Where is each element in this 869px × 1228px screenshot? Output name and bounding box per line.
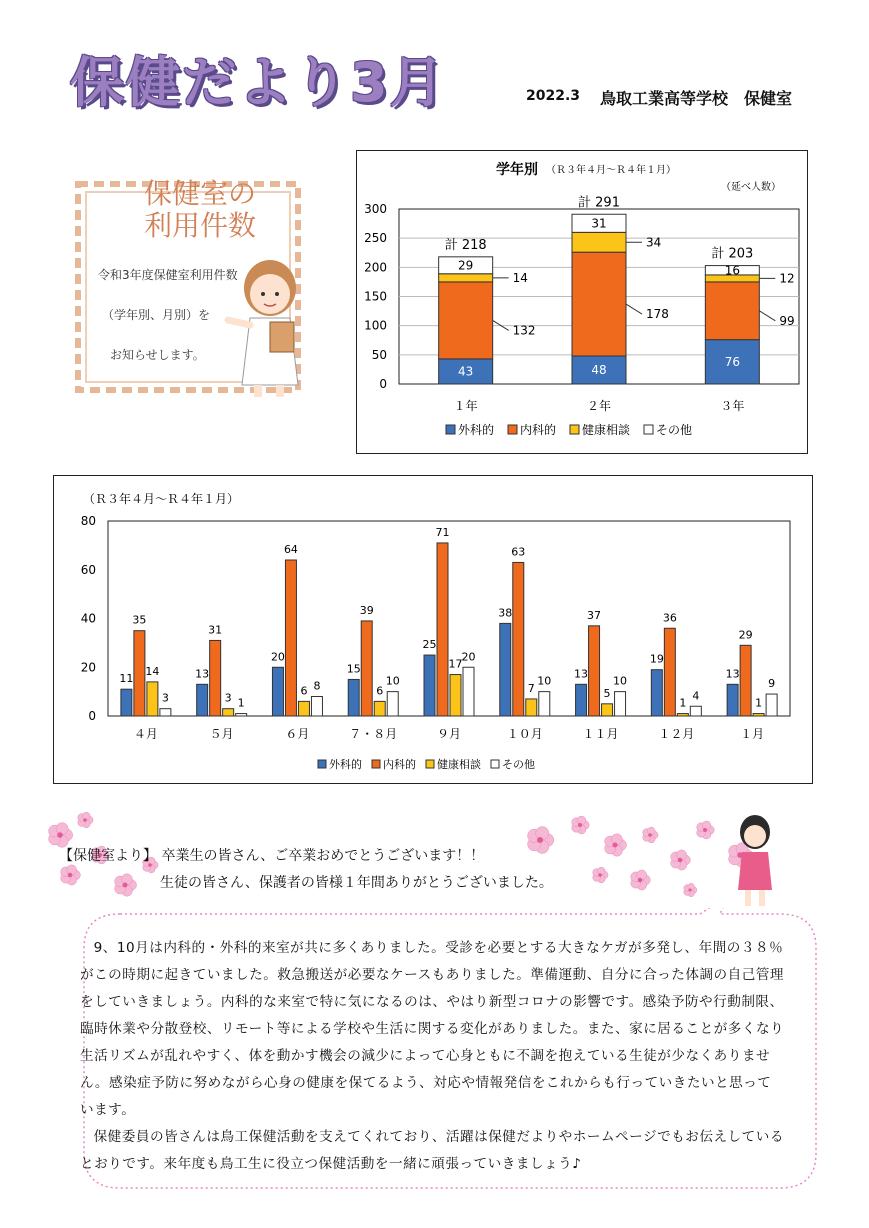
monthly-value-label: 1	[679, 696, 687, 710]
monthly-value-label: 13	[725, 667, 740, 681]
grade-chart	[356, 150, 808, 454]
monthly-legend-swatch	[426, 760, 434, 768]
grade-ytick-label: 150	[364, 289, 387, 304]
monthly-legend-label: 内科的	[383, 758, 416, 771]
sakura-flower	[78, 812, 93, 828]
body-paragraph-2: 保健委員の皆さんは鳥工保健活動を支えてくれており、活躍は保健だよりやホームページでもお伝えしているとおりです。来年度も鳥工生に役立つ保健活動を一緒に頑張っていきましょう♪	[80, 1129, 784, 1172]
grade-leader-line	[759, 311, 775, 321]
monthly-legend-label: その他	[502, 758, 535, 771]
monthly-bar-5-x	[450, 675, 461, 716]
monthly-legend-swatch	[318, 760, 326, 768]
grade-legend-label: 健康相談	[582, 423, 631, 437]
monthly-bar-8-x	[664, 628, 675, 716]
monthly-bar-3-x	[272, 667, 283, 716]
grade-value-label: 29	[458, 258, 474, 273]
monthly-value-label: 15	[346, 662, 361, 676]
monthly-legend-swatch	[491, 760, 499, 768]
monthly-legend-label: 健康相談	[437, 758, 481, 771]
school-name: 鳥取工業高等学校 保健室	[600, 89, 793, 108]
monthly-value-label: 3	[161, 691, 169, 705]
monthly-bar-5-x	[463, 667, 474, 716]
monthly-value-label: 37	[587, 608, 602, 622]
monthly-value-label: 1	[237, 696, 245, 710]
monthly-bar-5-x	[424, 655, 435, 716]
monthly-chart-subtitle: （Ｒ３年４月～Ｒ４年１月）	[83, 492, 240, 506]
sakura-flower	[528, 827, 554, 854]
grade-ytick-label: 200	[364, 260, 387, 275]
grade-legend-swatch	[446, 425, 455, 434]
sakura-flower	[49, 823, 73, 848]
grade-chart-unit-note: （延べ人数）	[721, 182, 781, 193]
monthly-bar-1-x	[134, 631, 145, 716]
monthly-category-label: １月	[740, 727, 765, 741]
monthly-bar-9-x	[753, 714, 764, 716]
sakura-flower	[593, 867, 608, 883]
monthly-bar-1-x	[121, 689, 132, 716]
monthly-bar-4-x	[361, 621, 372, 716]
grade-value-label: 31	[591, 216, 607, 231]
grade-ytick-label: 300	[364, 202, 387, 216]
monthly-value-label: 1	[755, 696, 763, 710]
monthly-value-label: 3	[224, 691, 232, 705]
grade-leader-line	[626, 304, 642, 314]
monthly-value-label: 13	[195, 667, 210, 681]
monthly-value-label: 20	[461, 650, 476, 664]
monthly-category-label: １２月	[658, 727, 695, 741]
grade-ytick-label: 250	[364, 231, 387, 246]
grade-bar-1-x	[439, 282, 493, 359]
monthly-value-label: 14	[145, 664, 160, 678]
info-box-heading	[100, 178, 300, 242]
grade-total-label: 計 291	[578, 195, 620, 211]
grade-value-label: 99	[779, 313, 795, 328]
grade-total-label: 計 203	[711, 246, 754, 262]
monthly-value-label: 10	[385, 674, 400, 688]
monthly-bar-3-x	[298, 701, 309, 716]
monthly-bar-9-x	[740, 645, 751, 716]
monthly-category-label: ４月	[133, 727, 158, 741]
sakura-flower	[61, 865, 81, 885]
grade-bar-2-x	[572, 252, 626, 356]
grade-value-label: 48	[591, 363, 607, 377]
monthly-legend-label: 外科的	[329, 758, 362, 771]
grade-value-label: 12	[779, 271, 795, 286]
sakura-flower	[572, 816, 589, 834]
monthly-value-label: 11	[119, 672, 134, 686]
monthly-bar-2-x	[223, 709, 234, 716]
monthly-bar-4-x	[387, 692, 398, 716]
girl-illustration	[730, 812, 780, 910]
grade-bar-3-x	[705, 282, 759, 340]
info-heading-line1: 保健室の	[143, 177, 256, 210]
grade-value-label: 43	[458, 364, 474, 379]
monthly-bar-4-x	[348, 679, 359, 716]
grade-category-label: ３年	[720, 399, 745, 413]
monthly-category-label: ６月	[285, 727, 310, 741]
monthly-bar-3-x	[311, 697, 322, 717]
monthly-bar-1-x	[147, 682, 158, 716]
newsletter-title: 保健だより3月	[70, 51, 446, 114]
info-heading-line2: 利用件数	[143, 209, 256, 242]
grade-bar-1-x	[439, 274, 493, 282]
monthly-value-label: 9	[768, 677, 776, 691]
sakura-flower	[631, 870, 651, 890]
info-line-2: （学年別、月別）を	[102, 308, 211, 322]
monthly-category-label: ９月	[436, 727, 462, 741]
sakura-flower	[684, 883, 697, 896]
grade-total-label: 計 218	[444, 237, 487, 253]
grade-legend-label: 外科的	[458, 423, 495, 437]
grade-legend-swatch	[644, 425, 653, 434]
monthly-value-label: 63	[511, 545, 526, 559]
monthly-category-label: ７・８月	[349, 727, 398, 741]
monthly-bar-7-x	[602, 704, 613, 716]
monthly-bar-1-x	[160, 709, 171, 716]
monthly-chart	[53, 475, 813, 784]
sakura-flower	[643, 827, 658, 843]
monthly-value-label: 64	[283, 543, 298, 556]
monthly-value-label: 20	[270, 650, 285, 664]
monthly-ytick-label: 0	[88, 709, 96, 723]
monthly-bar-2-x	[197, 684, 208, 716]
monthly-category-label: １１月	[582, 727, 619, 741]
grade-legend-swatch	[508, 425, 517, 434]
monthly-ytick-label: 80	[80, 514, 96, 528]
grade-ytick-label: 0	[379, 377, 387, 391]
monthly-bar-3-x	[285, 560, 296, 716]
monthly-bar-8-x	[677, 714, 688, 716]
grade-chart-title: 学年別	[496, 162, 538, 178]
grade-value-label: 34	[646, 235, 662, 250]
grade-legend-label: その他	[656, 423, 693, 437]
monthly-ytick-label: 60	[80, 562, 96, 577]
monthly-value-label: 36	[662, 611, 677, 625]
nurse-illustration	[220, 250, 310, 400]
grade-chart-subtitle: （Ｒ３年４月～Ｒ４年１月）	[546, 165, 676, 176]
monthly-value-label: 13	[574, 667, 589, 681]
monthly-bar-6-x	[513, 562, 524, 716]
grade-legend-swatch	[570, 425, 579, 434]
monthly-bar-6-x	[526, 699, 537, 716]
monthly-bar-8-x	[651, 670, 662, 716]
grade-bar-2-x	[572, 232, 626, 252]
monthly-legend-swatch	[372, 760, 380, 768]
monthly-bar-8-x	[690, 706, 701, 716]
monthly-value-label: 25	[422, 638, 437, 652]
monthly-value-label: 31	[208, 623, 223, 637]
monthly-ytick-label: 40	[80, 611, 96, 626]
grade-value-label: 16	[724, 263, 740, 278]
monthly-value-label: 6	[376, 684, 384, 698]
monthly-value-label: 7	[527, 681, 535, 695]
monthly-value-label: 5	[603, 686, 611, 700]
monthly-value-label: 10	[613, 674, 628, 688]
monthly-value-label: 71	[435, 525, 450, 539]
monthly-bar-6-x	[500, 623, 511, 716]
message-line-1: 【保健室より】 卒業生の皆さん、ご卒業おめでとうございます！！	[59, 848, 485, 864]
monthly-value-label: 29	[738, 628, 753, 642]
grade-category-label: ２年	[586, 399, 612, 413]
monthly-value-label: 8	[313, 679, 321, 693]
monthly-value-label: 39	[359, 603, 374, 617]
monthly-bar-5-x	[437, 543, 448, 716]
monthly-bar-7-x	[589, 626, 600, 716]
monthly-value-label: 35	[132, 613, 147, 627]
monthly-category-label: １０月	[506, 727, 543, 741]
issue-date: 2022.3	[526, 88, 581, 104]
grade-value-label: 76	[724, 354, 740, 369]
monthly-value-label: 38	[498, 606, 513, 620]
monthly-bar-4-x	[374, 701, 385, 716]
monthly-category-label: ５月	[209, 727, 234, 741]
grade-ytick-label: 100	[364, 318, 387, 333]
sakura-flower	[115, 874, 137, 896]
monthly-value-label: 6	[300, 684, 308, 698]
monthly-bar-7-x	[615, 692, 626, 716]
body-paragraph-1: 9、10月は内科的・外科的来室が共に多くありました。受診を必要とする大きなケガが多発し、年間の３８％がこの時期に起きていました。救急搬送が必要なケースもありました。準備運動、自分に合った体調の自己管理をしていきましょう。内科的な来室で特に気になるのは、やはり新型コロナの影響です。感染予防や行動制限、臨時休業や分散登校、リモート等による学校や生活に関する変化がありました。また、家に居ることが多くなり生活リズムが乱れやすく、体を動かす機会の減少によって心身ともに不調を抱えている生徒が少なくありません。感染症予防に努めながら心身の健康を保てるよう、対応や情報発信をこれからも行っていきたいと思っています。	[80, 940, 785, 1118]
monthly-value-label: 17	[448, 657, 463, 671]
grade-value-label: 14	[512, 270, 528, 285]
monthly-value-label: 19	[649, 652, 664, 666]
body-text	[80, 935, 785, 1178]
monthly-value-label: 4	[692, 689, 700, 703]
grade-value-label: 178	[646, 307, 669, 322]
monthly-bar-9-x	[766, 694, 777, 716]
monthly-value-label: 10	[537, 674, 552, 688]
monthly-bar-7-x	[576, 684, 587, 716]
message-line-2: 生徒の皆さん、保護者の皆様１年間ありがとうございました。	[160, 875, 553, 891]
monthly-bar-6-x	[539, 692, 550, 716]
monthly-bar-2-x	[210, 640, 221, 716]
sakura-flower	[697, 821, 714, 839]
sakura-flower	[671, 850, 691, 870]
grade-value-label: 132	[512, 323, 536, 338]
info-line-3: お知らせします。	[110, 348, 205, 362]
grade-legend-label: 内科的	[520, 423, 557, 437]
info-line-1: 令和3年度保健室利用件数	[98, 268, 238, 282]
monthly-bar-9-x	[727, 684, 738, 716]
monthly-bar-2-x	[236, 714, 247, 716]
grade-category-label: １年	[453, 399, 478, 413]
sakura-flower	[605, 834, 627, 856]
monthly-ytick-label: 20	[80, 660, 96, 675]
grade-ytick-label: 50	[371, 347, 387, 362]
